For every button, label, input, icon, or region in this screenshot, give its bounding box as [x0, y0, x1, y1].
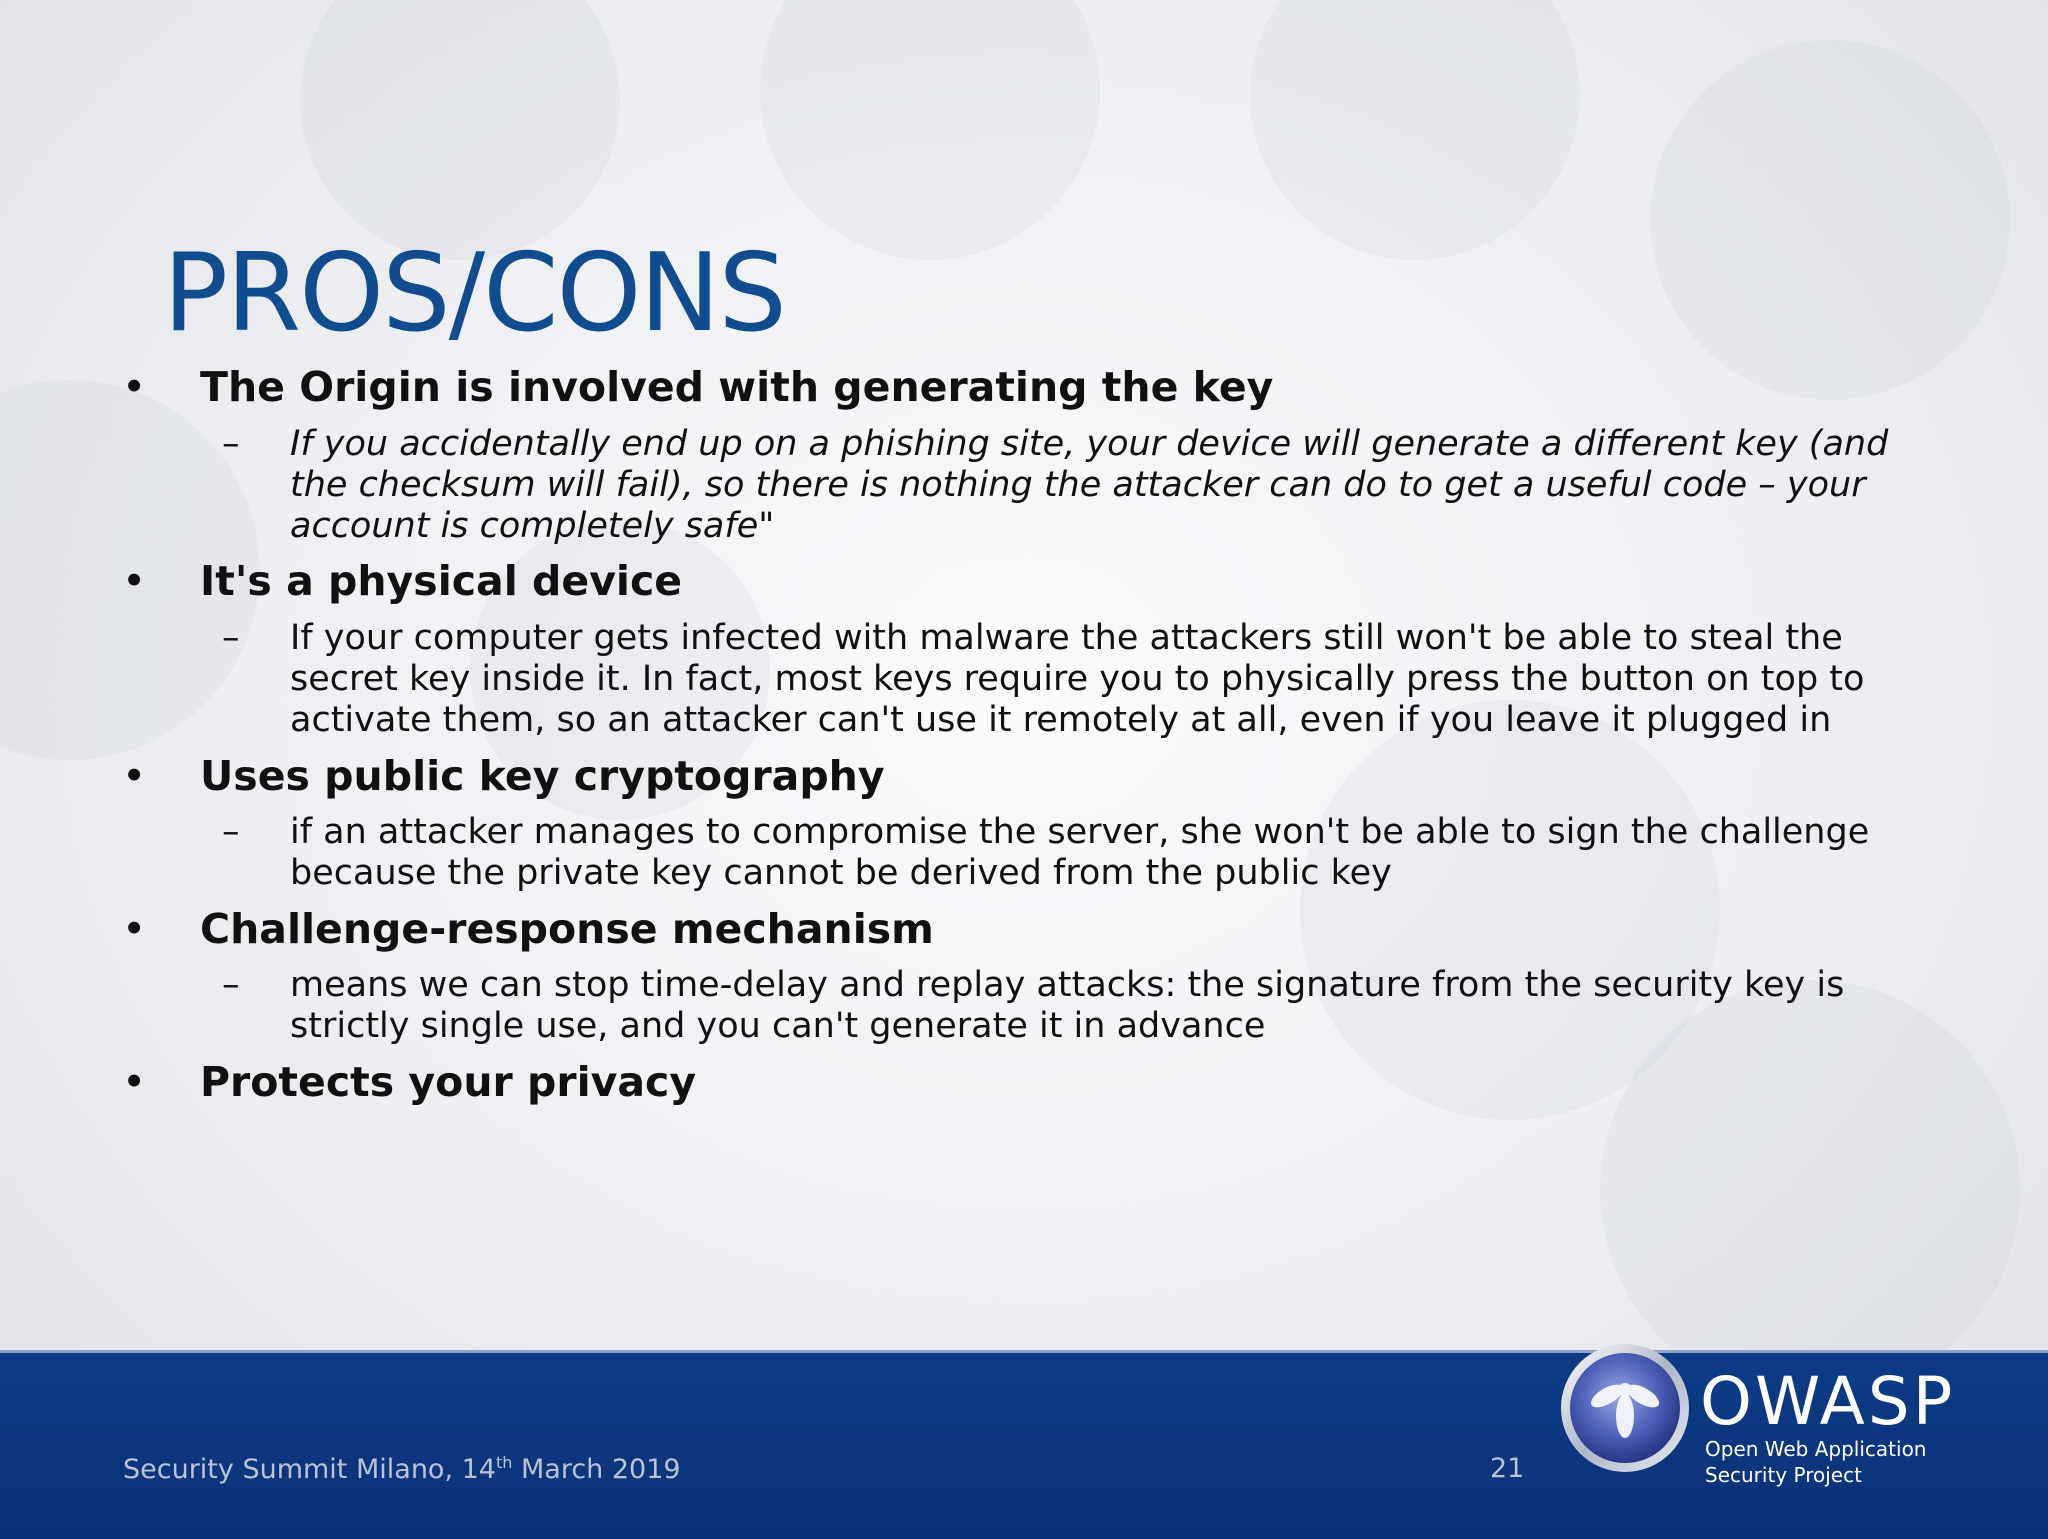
bullet-heading-crypto [122, 752, 885, 800]
bullet-detail-crypto [222, 812, 1930, 894]
bullet-heading-origin [122, 363, 1274, 411]
owasp-logo [1555, 1328, 2025, 1508]
slide-title: PROS/CONS [163, 231, 785, 357]
bullet-icon: • [122, 905, 147, 953]
bullet-heading-text: Uses public key cryptography [200, 752, 885, 800]
bullet-heading-challenge [122, 905, 934, 953]
bullet-heading-privacy [122, 1058, 697, 1106]
logo-tagline-line2: Security Project [1705, 1463, 1862, 1487]
bullet-detail-text: If your computer gets infected with malware the attackers still won't be able to steal the secret key inside it. In fact, most keys require you to physically press the button on top to activate them, so an attacker can't use it remotely at all, even if you leave it plugged in [290, 618, 1865, 740]
bullet-heading-text: The Origin is involved with generating the key [200, 363, 1274, 411]
logo-wordmark: OWASP [1700, 1363, 1956, 1440]
bullet-icon: • [122, 752, 147, 800]
bullet-icon: • [122, 363, 147, 411]
bullet-heading-text: It's a physical device [200, 557, 683, 605]
bullet-detail-physical [222, 618, 1930, 741]
bullet-detail-text: If you accidentally end up on a phishing site, your device will generate a different key (and the checksum will fail), so there is nothing the attacker can do to get a useful code – your account is completely safe" [290, 424, 1889, 546]
bullet-detail-challenge [222, 965, 1930, 1047]
event-caption-prefix: Security Summit Milano, 14 [123, 1454, 496, 1485]
bg-circle [300, 0, 620, 260]
bullet-heading-text: Protects your privacy [200, 1058, 697, 1106]
dash-icon: – [222, 424, 240, 464]
page-number: 21 [1490, 1453, 1525, 1484]
logo-tagline [1705, 1436, 1926, 1488]
bg-circle [1250, 0, 1580, 260]
bullet-detail-origin [222, 424, 1930, 547]
bullet-heading-text: Challenge-response mechanism [200, 905, 934, 953]
dash-icon: – [222, 965, 240, 1005]
bullet-detail-text: if an attacker manages to compromise the server, she won't be able to sign the challenge because the private key cannot be derived from the public key [290, 812, 1870, 893]
logo-tagline-line1: Open Web Application [1705, 1437, 1927, 1461]
event-caption-ordinal: th [495, 1453, 513, 1472]
wasp-emblem-icon [1555, 1338, 1695, 1478]
bullet-detail-text: means we can stop time-delay and replay attacks: the signature from the security key is strictly single use, and you can't generate it in advance [290, 965, 1845, 1046]
bg-circle [760, 0, 1100, 260]
bullet-icon: • [122, 557, 147, 605]
dash-icon: – [222, 812, 240, 852]
bullet-heading-physical [122, 557, 683, 605]
event-caption [123, 1453, 681, 1485]
event-caption-suffix: March 2019 [512, 1454, 681, 1485]
bullet-icon: • [122, 1058, 147, 1106]
dash-icon: – [222, 618, 240, 658]
bg-circle [1650, 40, 2010, 400]
